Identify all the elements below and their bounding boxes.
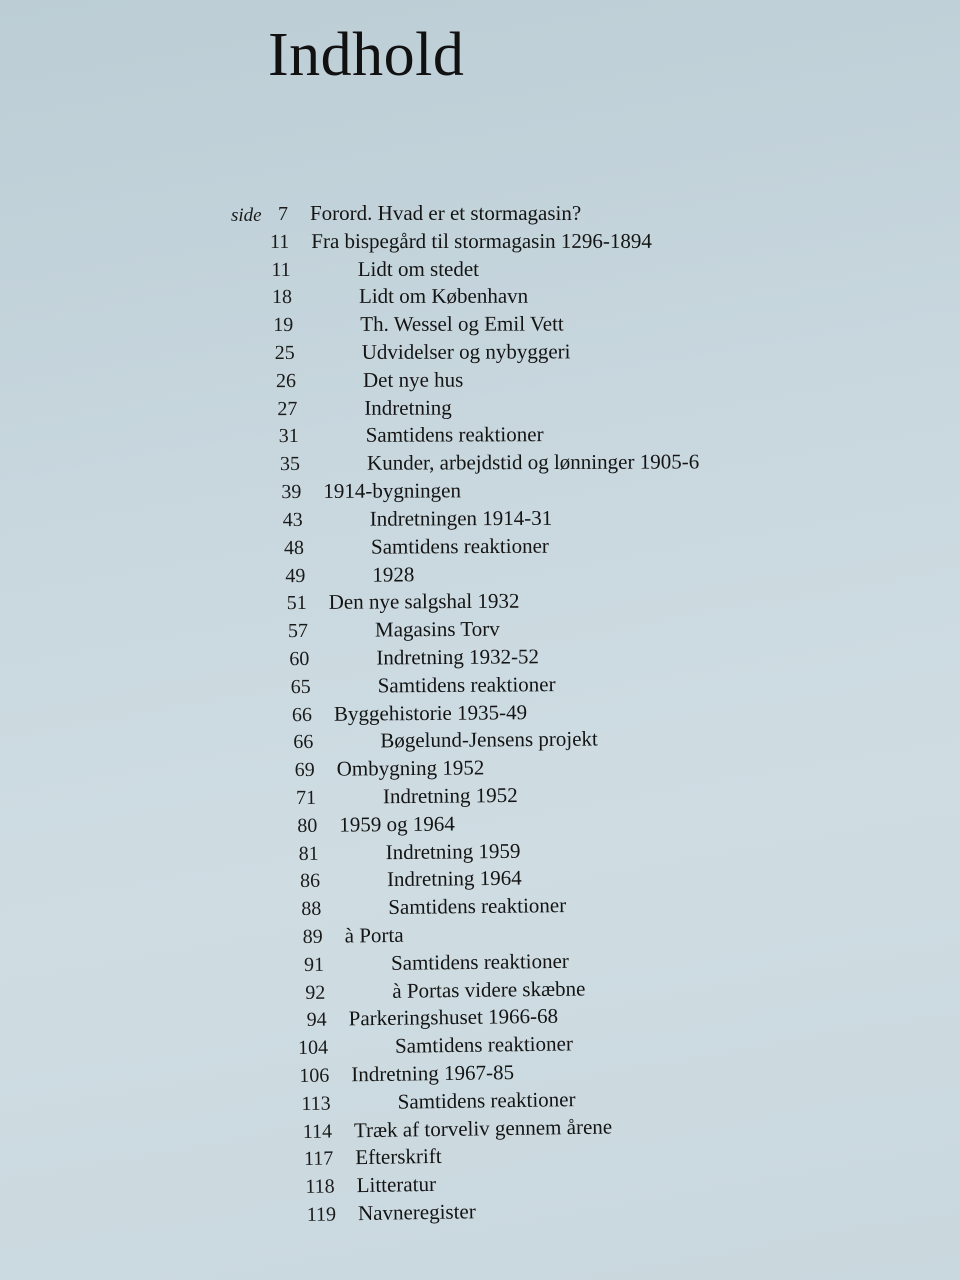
toc-chapter-title: Den nye salgshal 1932 [328, 588, 520, 615]
toc-section-title: Indretning 1959 [385, 838, 521, 864]
toc-section-title: Lidt om København [358, 284, 529, 309]
toc-page-number: 57 [287, 620, 309, 643]
toc-page-number: 18 [271, 286, 293, 309]
toc-section-title: Samtidens reaktioner [370, 533, 549, 559]
toc-page-number: 66 [293, 731, 314, 754]
toc-chapter-title: 1959 og 1964 [339, 811, 455, 837]
toc-page-number: 51 [286, 592, 307, 615]
toc-page-number: 60 [289, 647, 310, 670]
toc-page-number: 27 [277, 397, 298, 420]
toc-page-number: 43 [282, 508, 303, 531]
toc-chapter-title: Byggehistorie 1935-49 [333, 699, 528, 726]
toc-chapter-title: Træk af torveliv gennem årene [353, 1114, 613, 1142]
toc-page-number: 7 [278, 203, 288, 225]
toc-page-number: 86 [299, 870, 321, 893]
toc-chapter-title: Fra bispegård til stormagasin 1296-1894 [311, 228, 652, 253]
toc-section-title: Bøgelund-Jensens projekt [380, 726, 598, 753]
toc-section-title: Indretningen 1914-31 [369, 505, 553, 531]
toc-chapter-title: Forord. Hvad er et stormagasin? [310, 201, 582, 225]
toc-entry [0, 309, 960, 339]
toc-page-number: 119 [306, 1203, 337, 1226]
toc-section-title: Lidt om stedet [357, 256, 480, 281]
toc-page-number: 11 [271, 258, 291, 281]
toc-page-number: 35 [279, 453, 301, 476]
toc-section-title: à Portas videre skæbne [392, 976, 586, 1003]
toc-page-number: 81 [298, 842, 319, 865]
toc-section-title: Det nye hus [362, 367, 464, 392]
toc-entry [0, 199, 960, 227]
toc-section-title: 1928 [372, 561, 415, 587]
toc-page-number: 113 [301, 1092, 331, 1115]
toc-page-number: 91 [303, 953, 325, 976]
toc-section-title: Th. Wessel og Emil Vett [360, 311, 564, 337]
toc-page-number: 80 [297, 814, 318, 837]
toc-section-title: Samtidens reaktioner [377, 671, 556, 698]
toc-section-title: Indretning 1932-52 [376, 644, 540, 670]
toc-section-title: Samtidens reaktioner [397, 1086, 576, 1114]
toc-page-number: 11 [270, 230, 290, 253]
toc-chapter-title: Parkeringshuset 1966-68 [348, 1004, 559, 1031]
toc-section-title: Samtidens reaktioner [365, 422, 544, 448]
toc-chapter-title: Indretning 1967-85 [351, 1060, 515, 1087]
toc-page-number: 71 [295, 786, 317, 809]
toc-page-number: 114 [302, 1120, 333, 1143]
toc-page-number: 89 [302, 925, 323, 948]
toc-page-number: 26 [275, 369, 297, 392]
toc-page-number: 69 [294, 758, 315, 782]
toc-chapter-title: à Porta [344, 922, 404, 948]
toc-page-number: 49 [285, 564, 306, 587]
toc-chapter-title: Ombygning 1952 [336, 755, 485, 781]
toc-page-number: 19 [273, 314, 294, 337]
toc-entry [0, 282, 960, 311]
toc-entry [0, 419, 960, 450]
toc-entry [0, 364, 960, 395]
toc-chapter-title: 1914-bygningen [323, 478, 462, 503]
toc-page-number: 65 [290, 675, 311, 698]
toc-page-number: 104 [297, 1036, 329, 1060]
toc-entry [0, 447, 960, 479]
toc-entry [0, 254, 960, 283]
toc-page-number: 31 [278, 425, 299, 448]
page-title: Indhold [268, 21, 465, 89]
toc-page-number: 66 [291, 703, 313, 726]
toc-page-number: 117 [303, 1147, 334, 1171]
toc-chapter-title: Navneregister [357, 1199, 476, 1226]
toc-chapter-title: Litteratur [356, 1172, 437, 1198]
toc-page-number: 92 [305, 981, 326, 1004]
toc-page-number: 94 [306, 1009, 327, 1032]
toc-section-title: Magasins Torv [374, 616, 500, 642]
toc-section-title: Kunder, arbejdstid og lønninger 1905-6 [366, 449, 700, 476]
toc-section-title: Samtidens reaktioner [390, 948, 569, 975]
toc-section-title: Indretning 1964 [386, 865, 522, 892]
toc-chapter-title: Efterskrift [355, 1144, 442, 1170]
toc-page-number: 25 [274, 342, 295, 365]
toc-page-number: 88 [301, 897, 322, 921]
toc-entry [0, 337, 960, 367]
toc-section-title: Samtidens reaktioner [388, 893, 567, 920]
toc-section-title: Indretning 1952 [382, 782, 518, 809]
toc-section-title: Udvidelser og nybyggeri [361, 339, 571, 364]
toc-page-number: 118 [305, 1175, 335, 1199]
toc-page-number: 106 [299, 1064, 330, 1088]
toc-page-number: 39 [281, 481, 302, 504]
toc-section-title: Samtidens reaktioner [394, 1031, 574, 1058]
toc-entry [0, 392, 960, 423]
page-prefix-label: side [231, 205, 262, 226]
toc-entry [0, 227, 960, 255]
toc-section-title: Indretning [364, 395, 452, 420]
toc-page-number: 48 [283, 536, 305, 559]
